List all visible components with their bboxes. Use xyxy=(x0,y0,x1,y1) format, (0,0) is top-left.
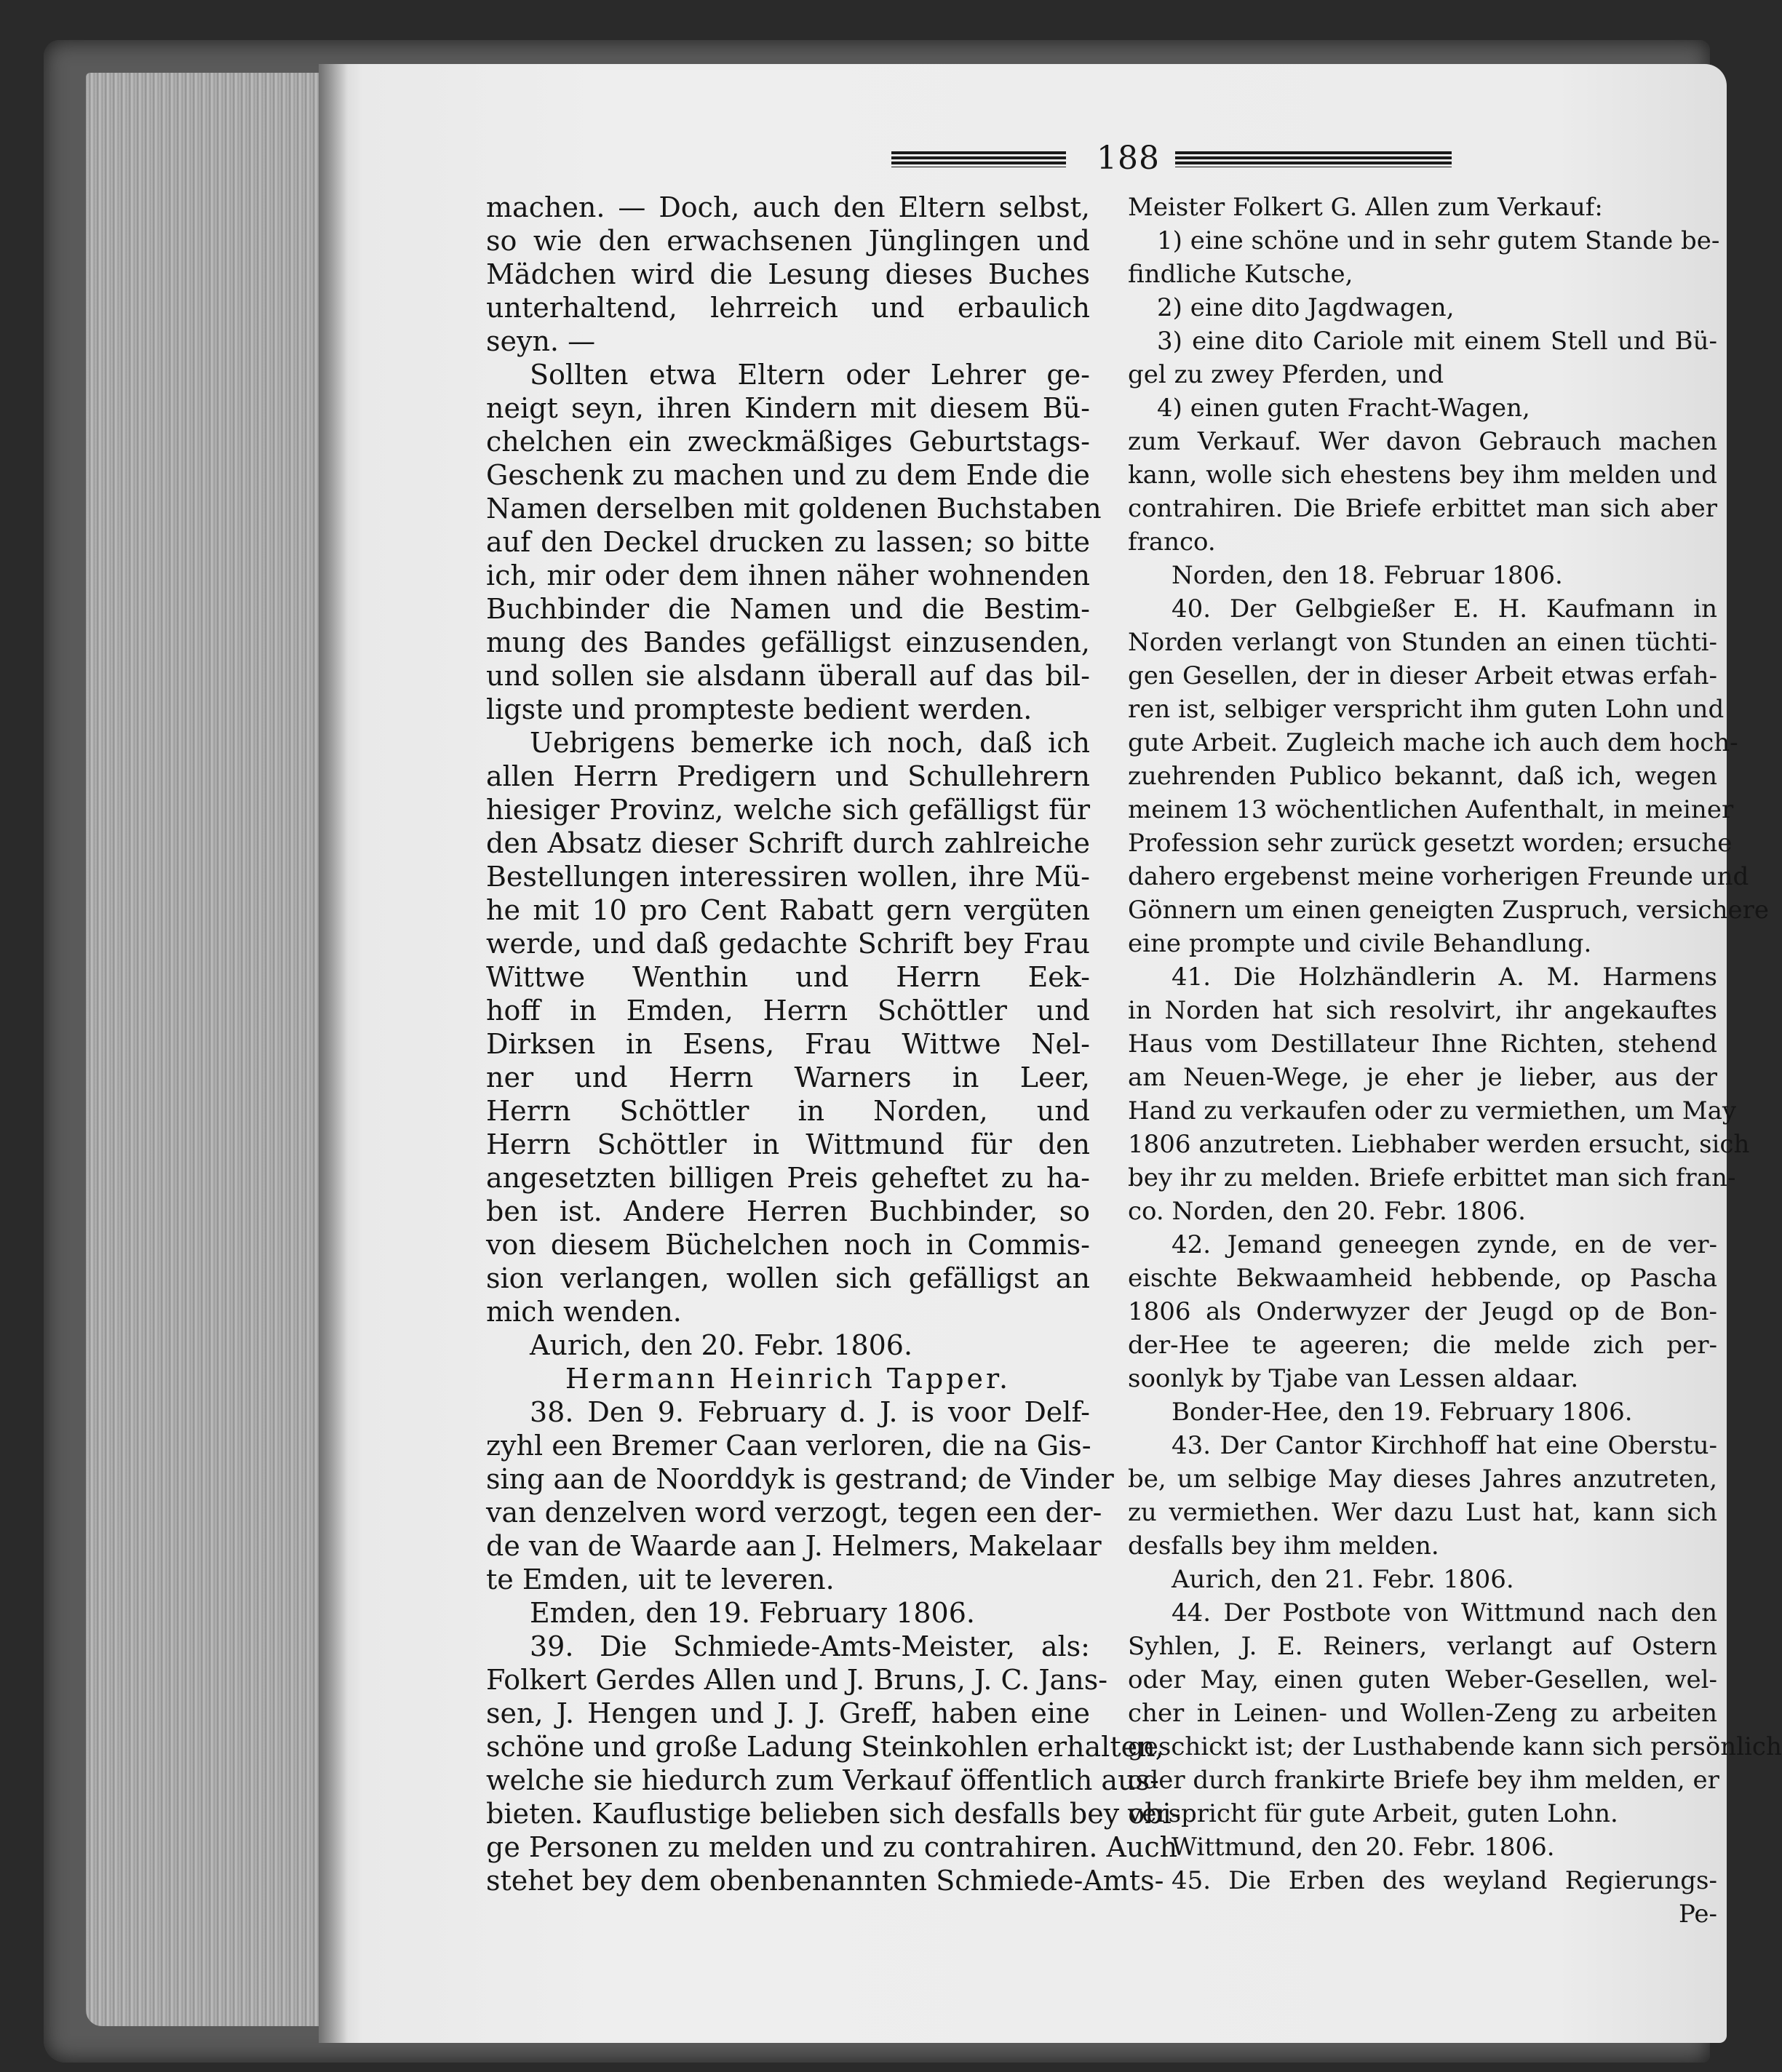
text-line: auf den Deckel drucken zu lassen; so bitte xyxy=(486,526,1090,558)
text-line: machen. — Doch, auch den Eltern selbst, xyxy=(486,191,1090,223)
text-line: so wie den erwachsenen Jünglingen und xyxy=(486,225,1090,257)
text-line: ge Personen zu melden und zu contrahiren. Auch xyxy=(486,1831,1178,1863)
text-line: neigt seyn, ihren Kindern mit diesem Bü- xyxy=(486,392,1090,424)
text-line: Sollten etwa Eltern oder Lehrer ge- xyxy=(530,359,1090,391)
text-line: soonlyk by Tjabe van Lessen aldaar. xyxy=(1128,1364,1579,1393)
text-line: 45. Die Erben des weyland Regierungs- xyxy=(1172,1866,1717,1895)
text-line: findliche Kutsche, xyxy=(1128,260,1353,289)
text-line: te Emden, uit te leveren. xyxy=(486,1563,835,1595)
text-line: in Norden hat sich resolvirt, ihr angekauftes xyxy=(1128,996,1717,1025)
text-line: Buchbinder die Namen und die Bestim- xyxy=(486,593,1090,625)
text-line: 39. Die Schmiede-Amts-Meister, als: xyxy=(530,1630,1090,1662)
text-line: Dirksen in Esens, Frau Wittwe Nel- xyxy=(486,1028,1090,1060)
text-line: dahero ergebenst meine vorherigen Freunde und xyxy=(1128,862,1749,891)
text-line: 1) eine schöne und in sehr gutem Stande be- xyxy=(1157,226,1720,255)
text-line: be, um selbige May dieses Jahres anzutreten, xyxy=(1128,1465,1717,1494)
text-line: co. Norden, den 20. Febr. 1806. xyxy=(1128,1197,1526,1226)
text-line: gen Gesellen, der in dieser Arbeit etwas erfah- xyxy=(1128,661,1717,690)
text-line: eine prompte und civile Behandlung. xyxy=(1128,929,1592,958)
text-line: angesetzten billigen Preis geheftet zu ha- xyxy=(486,1162,1090,1194)
text-line: oder durch frankirte Briefe bey ihm melden, er xyxy=(1128,1766,1719,1795)
text-line: cher in Leinen- und Wollen-Zeng zu arbeiten xyxy=(1128,1699,1717,1728)
text-line: bieten. Kauflustige belieben sich desfalls bey obi- xyxy=(486,1798,1181,1830)
text-line: gel zu zwey Pferden, und xyxy=(1128,360,1444,389)
text-line: der-Hee te ageeren; die melde zich per- xyxy=(1128,1331,1717,1360)
text-line: ligste und prompteste bedient werden. xyxy=(486,693,1033,725)
text-line: Aurich, den 20. Febr. 1806. xyxy=(530,1329,913,1361)
text-line: unterhaltend, lehrreich und erbaulich xyxy=(486,292,1090,324)
text-line: 40. Der Gelbgießer E. H. Kaufmann in xyxy=(1172,594,1717,623)
text-line: von diesem Büchelchen noch in Commis- xyxy=(486,1229,1090,1261)
text-line: Gönnern um einen geneigten Zuspruch, versichere xyxy=(1128,896,1769,925)
text-line: ben ist. Andere Herren Buchbinder, so xyxy=(486,1195,1090,1227)
text-line: Norden verlangt von Stunden an einen tüchti- xyxy=(1128,628,1717,657)
text-line: geschickt ist; der Lusthabende kann sich persönlich xyxy=(1128,1732,1782,1761)
text-line: eischte Bekwaamheid hebbende, op Pascha xyxy=(1128,1264,1717,1293)
text-line: welche sie hiedurch zum Verkauf öffentlich aus- xyxy=(486,1764,1159,1796)
text-line: ren ist, selbiger verspricht ihm guten Lohn und xyxy=(1128,695,1725,724)
text-line: Bestellungen interessiren wollen, ihre Mü- xyxy=(486,861,1090,893)
page-header xyxy=(891,138,1743,182)
text-line: zum Verkauf. Wer davon Gebrauch machen xyxy=(1128,427,1717,456)
text-line: zyhl een Bremer Caan verloren, die na Gis- xyxy=(486,1430,1091,1462)
text-line: seyn. — xyxy=(486,325,596,357)
text-line: 38. Den 9. February d. J. is voor Delf- xyxy=(530,1396,1090,1428)
text-line: Emden, den 19. February 1806. xyxy=(530,1597,975,1629)
text-line: Wittwe Wenthin und Herrn Eek- xyxy=(486,961,1090,993)
text-line: 2) eine dito Jagdwagen, xyxy=(1157,293,1455,322)
text-line: stehet bey dem obenbenannten Schmiede-Amts- xyxy=(486,1865,1164,1897)
text-line: 1806 als Onderwyzer der Jeugd op de Bon- xyxy=(1128,1297,1717,1326)
text-line: kann, wolle sich ehestens bey ihm melden und xyxy=(1128,461,1717,490)
text-line: allen Herrn Predigern und Schullehrern xyxy=(486,760,1090,792)
text-line: Syhlen, J. E. Reiners, verlangt auf Ostern xyxy=(1128,1632,1717,1661)
text-line: Herrn Schöttler in Norden, und xyxy=(486,1095,1090,1127)
text-line: 42. Jemand geneegen zynde, en de ver- xyxy=(1172,1230,1717,1259)
text-line: Wittmund, den 20. Febr. 1806. xyxy=(1172,1833,1555,1862)
text-line: Namen derselben mit goldenen Buchstaben xyxy=(486,493,1102,525)
text-line: Herrn Schöttler in Wittmund für den xyxy=(486,1128,1090,1160)
text-line: Norden, den 18. Februar 1806. xyxy=(1172,561,1563,590)
text-line: contrahiren. Die Briefe erbittet man sich aber xyxy=(1128,494,1717,523)
text-line: zuehrenden Publico bekannt, daß ich, wegen xyxy=(1128,762,1717,791)
text-line: 3) eine dito Cariole mit einem Stell und Bü- xyxy=(1157,327,1717,356)
text-line: Mädchen wird die Lesung dieses Buches xyxy=(486,258,1090,290)
text-line: zu vermiethen. Wer dazu Lust hat, kann sich xyxy=(1128,1498,1717,1527)
text-line: gute Arbeit. Zugleich mache ich auch dem hoch- xyxy=(1128,728,1738,757)
text-line: mich wenden. xyxy=(486,1296,682,1328)
text-line: ner und Herrn Warners in Leer, xyxy=(486,1061,1090,1093)
text-line: franco. xyxy=(1128,527,1216,557)
text-line: Geschenk zu machen und zu dem Ende die xyxy=(486,459,1090,491)
text-line: den Absatz dieser Schrift durch zahlreiche xyxy=(486,827,1090,859)
text-line: 41. Die Holzhändlerin A. M. Harmens xyxy=(1172,963,1717,992)
text-line: Haus vom Destillateur Ihne Richten, stehend xyxy=(1128,1029,1717,1059)
text-line: mung des Bandes gefälligst einzusenden, xyxy=(486,626,1090,658)
text-line: oder May, einen guten Weber-Gesellen, wel- xyxy=(1128,1665,1717,1694)
text-line: hiesiger Provinz, welche sich gefälligst für xyxy=(486,794,1090,826)
text-line: 1806 anzutreten. Liebhaber werden ersucht, sich xyxy=(1128,1130,1750,1159)
text-line: Folkert Gerdes Allen und J. Bruns, J. C. Jans- xyxy=(486,1664,1108,1696)
text-line: schöne und große Ladung Steinkohlen erhalten, xyxy=(486,1731,1164,1763)
right-text-column xyxy=(1128,191,1782,1931)
text-line: de van de Waarde aan J. Helmers, Makelaar xyxy=(486,1530,1102,1562)
text-line: bey ihr zu melden. Briefe erbittet man sich fran- xyxy=(1128,1163,1736,1192)
text-line: am Neuen-Wege, je eher je lieber, aus der xyxy=(1128,1063,1717,1092)
text-line: sion verlangen, wollen sich gefälligst an xyxy=(486,1262,1090,1294)
page-number: 188 xyxy=(1097,140,1160,177)
text-line: Pe- xyxy=(1679,1900,1717,1929)
text-line: meinem 13 wöchentlichen Aufenthalt, in meiner xyxy=(1128,795,1734,824)
page-edges xyxy=(86,73,319,2026)
text-line: 43. Der Cantor Kirchhoff hat eine Oberstu- xyxy=(1172,1431,1717,1460)
header-rule-right xyxy=(1175,151,1452,167)
text-line: van denzelven word verzogt, tegen een der- xyxy=(486,1497,1102,1529)
gutter-shadow xyxy=(319,64,348,2043)
text-line: desfalls bey ihm melden. xyxy=(1128,1531,1439,1561)
text-line: und sollen sie alsdann überall auf das bil- xyxy=(486,660,1090,692)
text-line: Meister Folkert G. Allen zum Verkauf: xyxy=(1128,193,1603,222)
text-line: 44. Der Postbote von Wittmund nach den xyxy=(1172,1598,1717,1627)
text-line: Hermann Heinrich Tapper. xyxy=(565,1363,1011,1395)
text-line: Bonder-Hee, den 19. February 1806. xyxy=(1172,1398,1633,1427)
text-line: Profession sehr zurück gesetzt worden; ersuche xyxy=(1128,829,1733,858)
text-line: verspricht für gute Arbeit, guten Lohn. xyxy=(1128,1799,1618,1828)
text-line: chelchen ein zweckmäßiges Geburtstags- xyxy=(486,426,1090,458)
text-line: sen, J. Hengen und J. J. Greff, haben eine xyxy=(486,1697,1090,1729)
text-line: Uebrigens bemerke ich noch, daß ich xyxy=(530,727,1090,759)
header-rule-left xyxy=(891,151,1066,167)
text-line: Aurich, den 21. Febr. 1806. xyxy=(1172,1565,1514,1594)
text-line: Hand zu verkaufen oder zu vermiethen, um May xyxy=(1128,1096,1737,1125)
text-line: ich, mir oder dem ihnen näher wohnenden xyxy=(486,559,1090,591)
text-line: werde, und daß gedachte Schrift bey Frau xyxy=(486,928,1090,960)
text-line: sing aan de Noorddyk is gestrand; de Vinder xyxy=(486,1463,1114,1495)
text-line: hoff in Emden, Herrn Schöttler und xyxy=(486,995,1090,1027)
text-line: 4) einen guten Fracht-Wagen, xyxy=(1157,394,1530,423)
text-line: he mit 10 pro Cent Rabatt gern vergüten xyxy=(486,894,1090,926)
